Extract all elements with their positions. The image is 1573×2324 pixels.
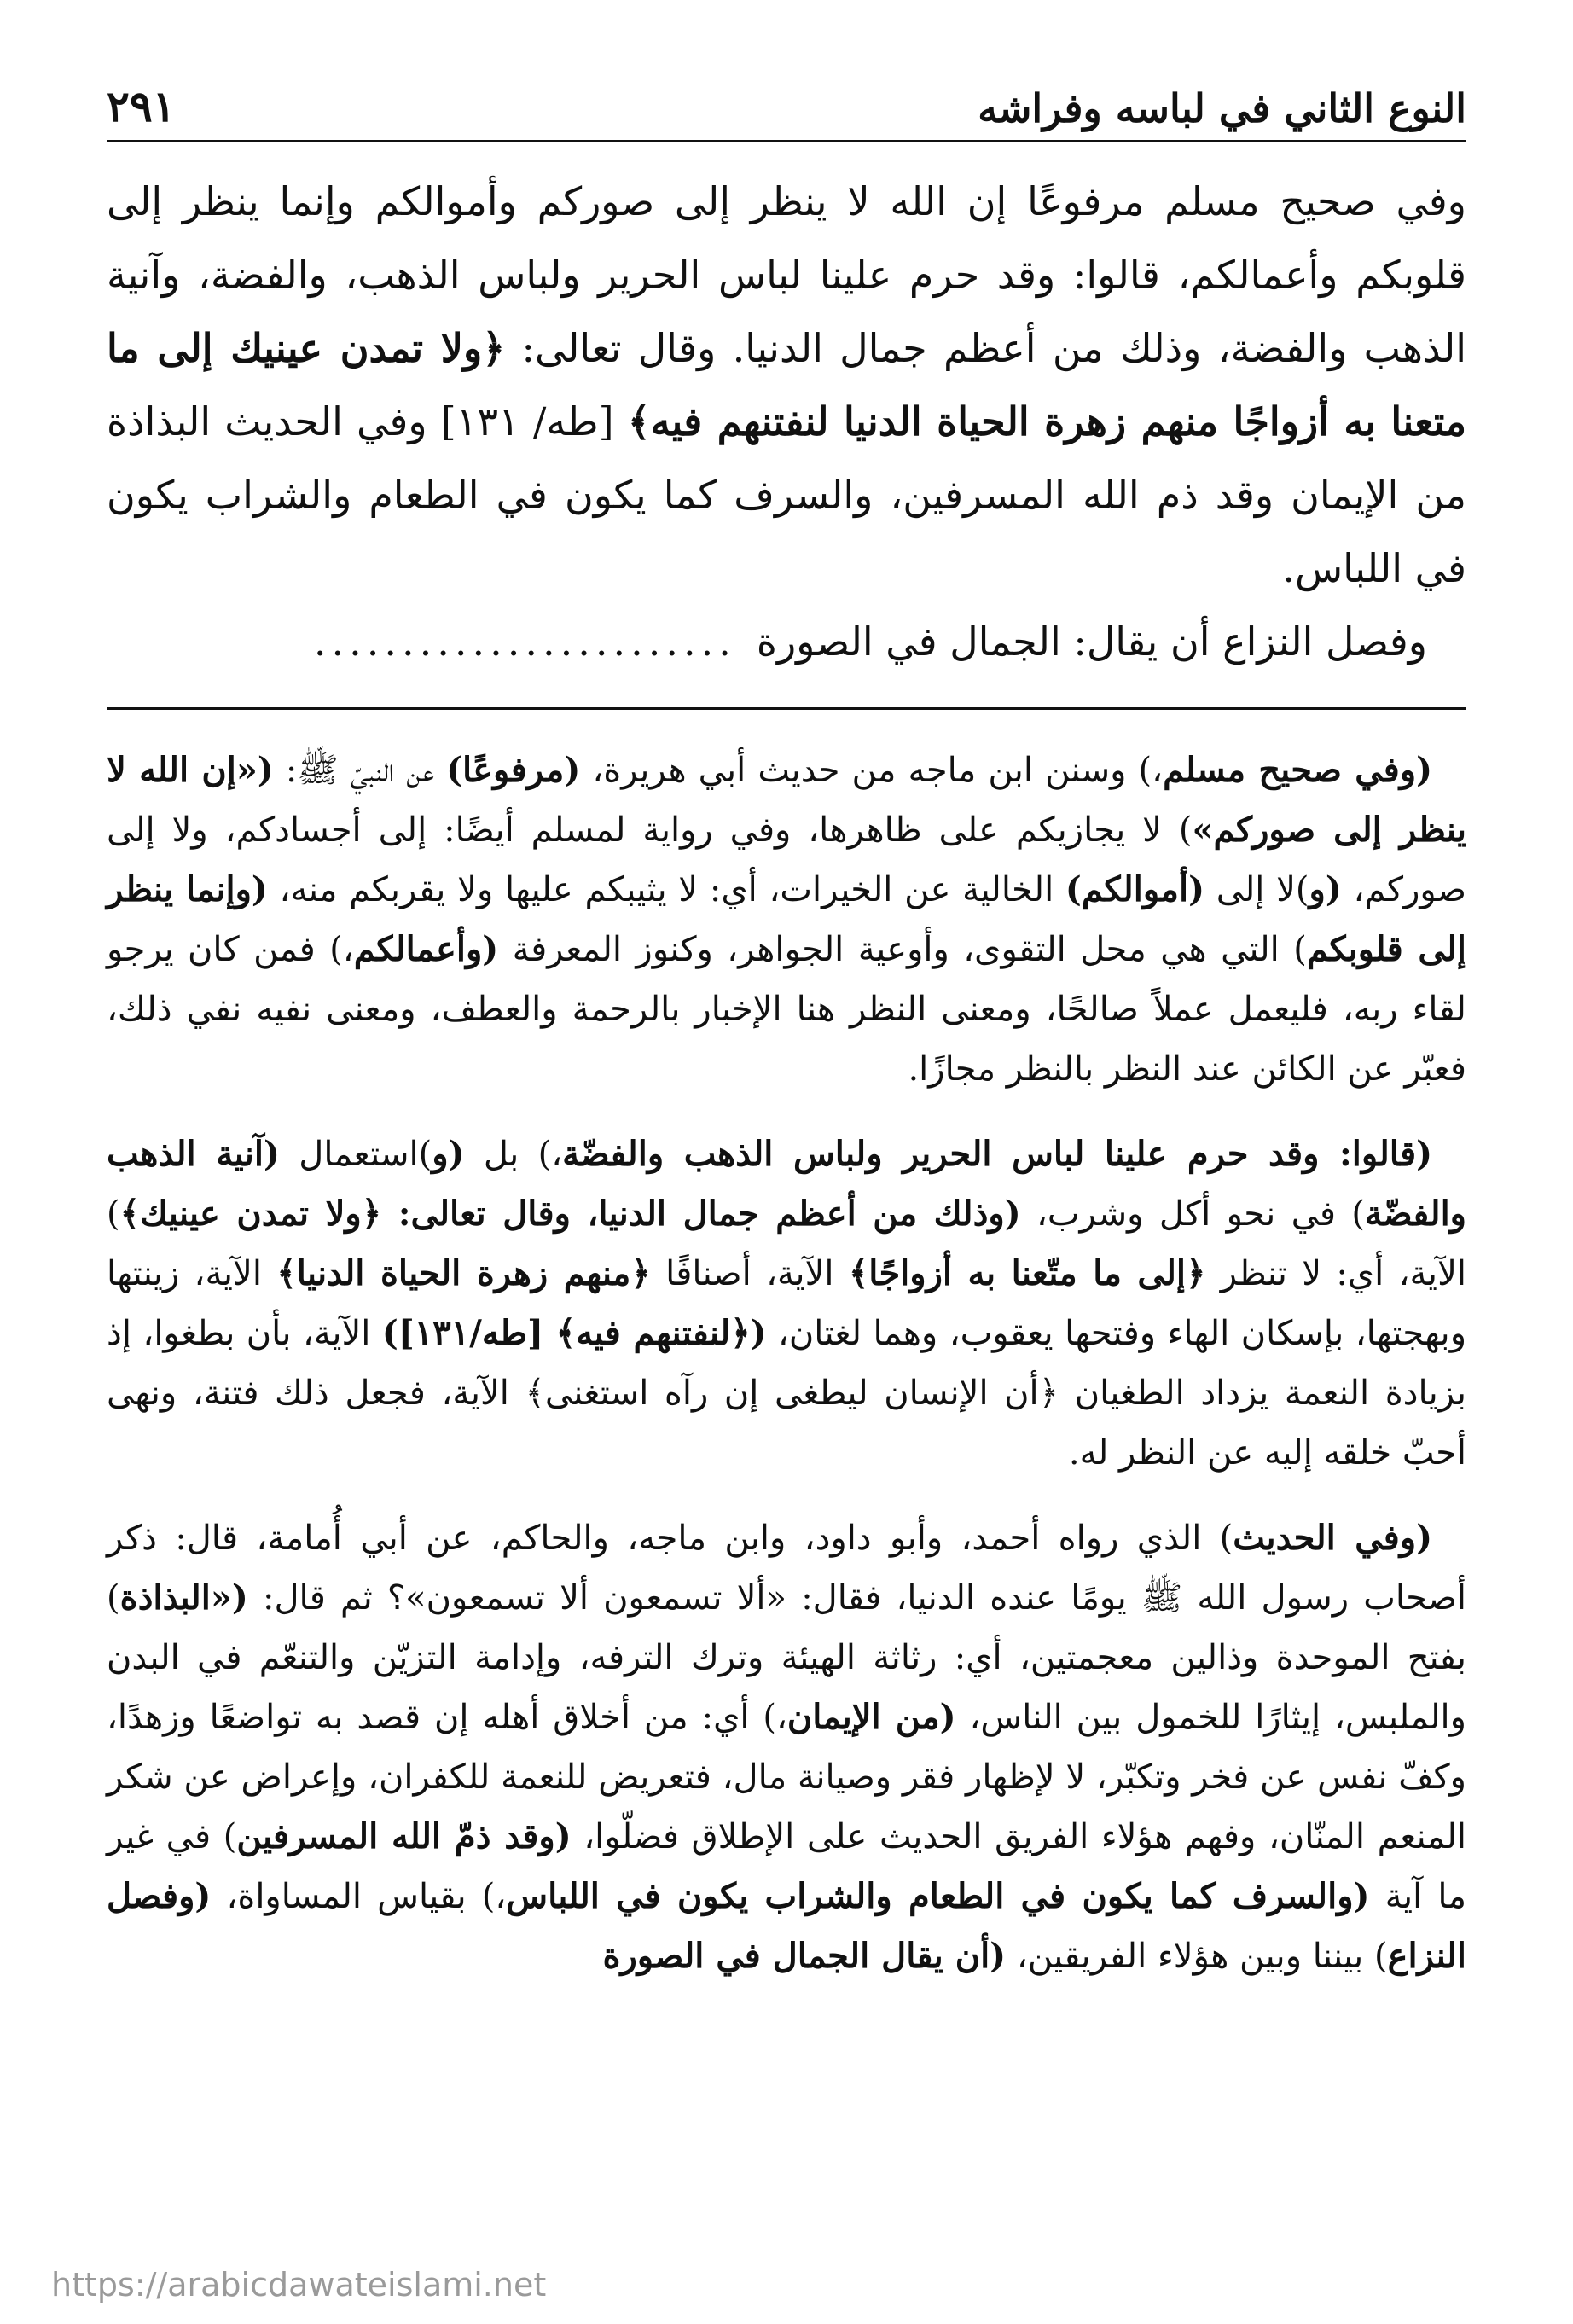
bold-quote: (مرفوعًا) xyxy=(446,750,581,790)
main-paragraph-1-tail: [طه/ ١٣١] وفي الحديث البذاذة من الإيمان وقد ذم الله المسرفين، والسرف كما يكون في الطعام والشراب يكون في اللباس. xyxy=(107,398,1466,591)
bold-quote: (وقد ذمّ الله المسرفين xyxy=(236,1816,572,1856)
commentary-text: ) الذي رواه أحمد، وأبو داود، وابن ماجه، والحاكم، عن أبي أُمامة، قال: ذكر أصحاب رسول الله ﷺ يومًا عنده الدنيا، فقال: «ألا تسمعون ألا تسمعون»؟ ثم قال: xyxy=(107,1519,1467,1618)
commentary-text: الخالية عن الخيرات، أي: لا يثيبكم عليها ولا يقربكم منه، xyxy=(267,870,1065,909)
bold-quote: (وفي الحديث xyxy=(1233,1518,1433,1558)
running-title: النوع الثاني في لباسه وفراشه xyxy=(978,85,1466,131)
commentary-text: الآية، أصنافًا xyxy=(650,1254,849,1293)
bold-quote: (قالوا: وقد حرم علينا لباس الحرير ولباس الذهب والفضّة xyxy=(562,1134,1433,1174)
bold-quote: (و xyxy=(432,1134,465,1174)
bold-quote: (آنية الذهب والفضّة xyxy=(107,1134,1466,1234)
page-header xyxy=(107,77,1466,142)
commentary-text: ) لا يجازيكم على ظاهرها، وفي رواية لمسلم أيضًا: إلى أجسادكم، ولا إلى صوركم، xyxy=(107,810,1467,909)
continuation-dots: ........................ xyxy=(313,619,736,665)
commentary-paragraph-3 xyxy=(107,1508,1466,1986)
bold-quote: (وأعمالكم xyxy=(353,929,499,969)
commentary-text: )استعمال xyxy=(279,1135,432,1174)
main-paragraph-2-text: وفصل النزاع أن يقال: الجمال في الصورة xyxy=(756,619,1427,665)
commentary xyxy=(107,741,1466,1986)
bold-quote: (و xyxy=(1309,869,1342,909)
commentary-paragraph-1 xyxy=(107,741,1466,1099)
commentary-text: ،) بل xyxy=(464,1135,563,1174)
bold-quote: ﴿إلى ما متّعنا به أزواجًا﴾ xyxy=(848,1253,1206,1293)
quran-verse: ﴿ولا تمدن عينيك إلى ما متعنا به أزواجًا منهم زهرة الحياة الدنيا لنفتنهم فيه﴾ xyxy=(107,325,1467,444)
bold-quote: (أموالكم) xyxy=(1065,869,1204,909)
bold-quote: («البذاذة xyxy=(119,1577,248,1618)
commentary-text: ) الآية، أي: لا تنظر xyxy=(107,1194,1466,1293)
bold-quote: (وفصل النزاع xyxy=(107,1876,1466,1976)
commentary-text: الآية، بأن بطغوا، إذ بزيادة النعمة يزداد الطغيان ﴿أن الإنسان ليطغى إن رآه استغنى﴾ الآية، فجعل ذلك فتنة، ونهى أحبّ خلقه إليه عن النظر له. xyxy=(107,1314,1466,1473)
commentary-text: ،) أي: من أخلاق أهله إن قصد به تواضعًا وزهدًا، وكفّ نفس عن فخر وتكبّر، لا لإظهار فقر وصيانة مال، فتعريض للنعمة للكفران، وإعراض عن شكر المنعم المنّان، وفهم هؤلاء الفريق الحديث على الإطلاق فضلّوا، xyxy=(107,1698,1466,1856)
commentary-text: ،) وسنن ابن ماجه من حديث أبي هريرة، xyxy=(580,751,1164,790)
main-paragraph-2 xyxy=(107,605,1466,678)
section-divider xyxy=(107,707,1466,710)
commentary-text: ) في غير ما آية xyxy=(107,1817,1467,1916)
bold-quote: (من الإيمان xyxy=(786,1697,956,1737)
main-paragraph-1-text: وفي صحيح مسلم مرفوعًا إن الله لا ينظر إلى صوركم وأموالكم وإنما ينظر إلى قلوبكم وأعمالكم، قالوا: وقد حرم علينا لباس الحرير ولباس الذهب، والفضة، وآنية الذهب والفضة، وذلك من أعظم جمال الدنيا. وقال تعالى: xyxy=(107,178,1467,371)
commentary-text: الآية، زينتها وبهجتها، بإسكان الهاء وفتحها يعقوب، وهما لغتان، xyxy=(107,1254,1467,1353)
commentary-text: ) التي هي محل التقوى، وأوعية الجواهر، وكنوز المعرفة xyxy=(498,930,1307,969)
commentary-paragraph-2 xyxy=(107,1124,1466,1483)
commentary-text: )لا إلى xyxy=(1204,870,1309,909)
bold-quote: («إن الله لا ينظر إلى صوركم» xyxy=(107,750,1466,850)
commentary-text: ،) فمن كان يرجو لقاء ربه، فليعمل عملاً صالحًا، ومعنى النظر هنا الإخبار بالرحمة والعطف، ومعنى نفيه نفي ذلك، فعبّر عن الكائن عند النظر بالنظر مجازًا. xyxy=(107,930,1466,1089)
bold-quote: (أن يقال الجمال في الصورة xyxy=(602,1936,1007,1976)
page-number: ٢٩١ xyxy=(107,81,176,131)
bold-quote: (وإنما ينظر إلى قلوبكم xyxy=(107,869,1466,969)
main-paragraph-1 xyxy=(107,165,1466,605)
watermark: https://arabicdawateislami.net xyxy=(51,2266,547,2304)
commentary-text: ،) بقياس المساواة، xyxy=(211,1877,507,1916)
bold-quote: ﴿منهم زهرة الحياة الدنيا﴾ xyxy=(276,1253,651,1293)
commentary-text: ) في نحو أكل وشرب، xyxy=(1020,1194,1366,1234)
commentary-text: عن النبيّ ﷺ: xyxy=(273,751,447,790)
bold-quote: (﴿لنفتنهم فيه﴾ [طه/١٣١]) xyxy=(381,1313,767,1353)
commentary-text: ) بفتح الموحدة وذالين معجمتين، أي: رثاثة الهيئة وترك الترفه، وإدامة التزيّن والتنعّم في البدن والملبس، إيثارًا للخمول بين الناس، xyxy=(107,1578,1466,1737)
bold-quote: (والسرف كما يكون في الطعام والشراب يكون في اللباس xyxy=(506,1876,1370,1916)
main-text xyxy=(107,165,1466,678)
bold-quote: (وذلك من أعظم جمال الدنيا، وقال تعالى: ﴿ولا تمدن عينيك﴾ xyxy=(119,1194,1021,1234)
bold-quote: (وفي صحيح مسلم xyxy=(1163,750,1432,790)
commentary-text: ) بيننا وبين هؤلاء الفريقين، xyxy=(1006,1937,1388,1976)
